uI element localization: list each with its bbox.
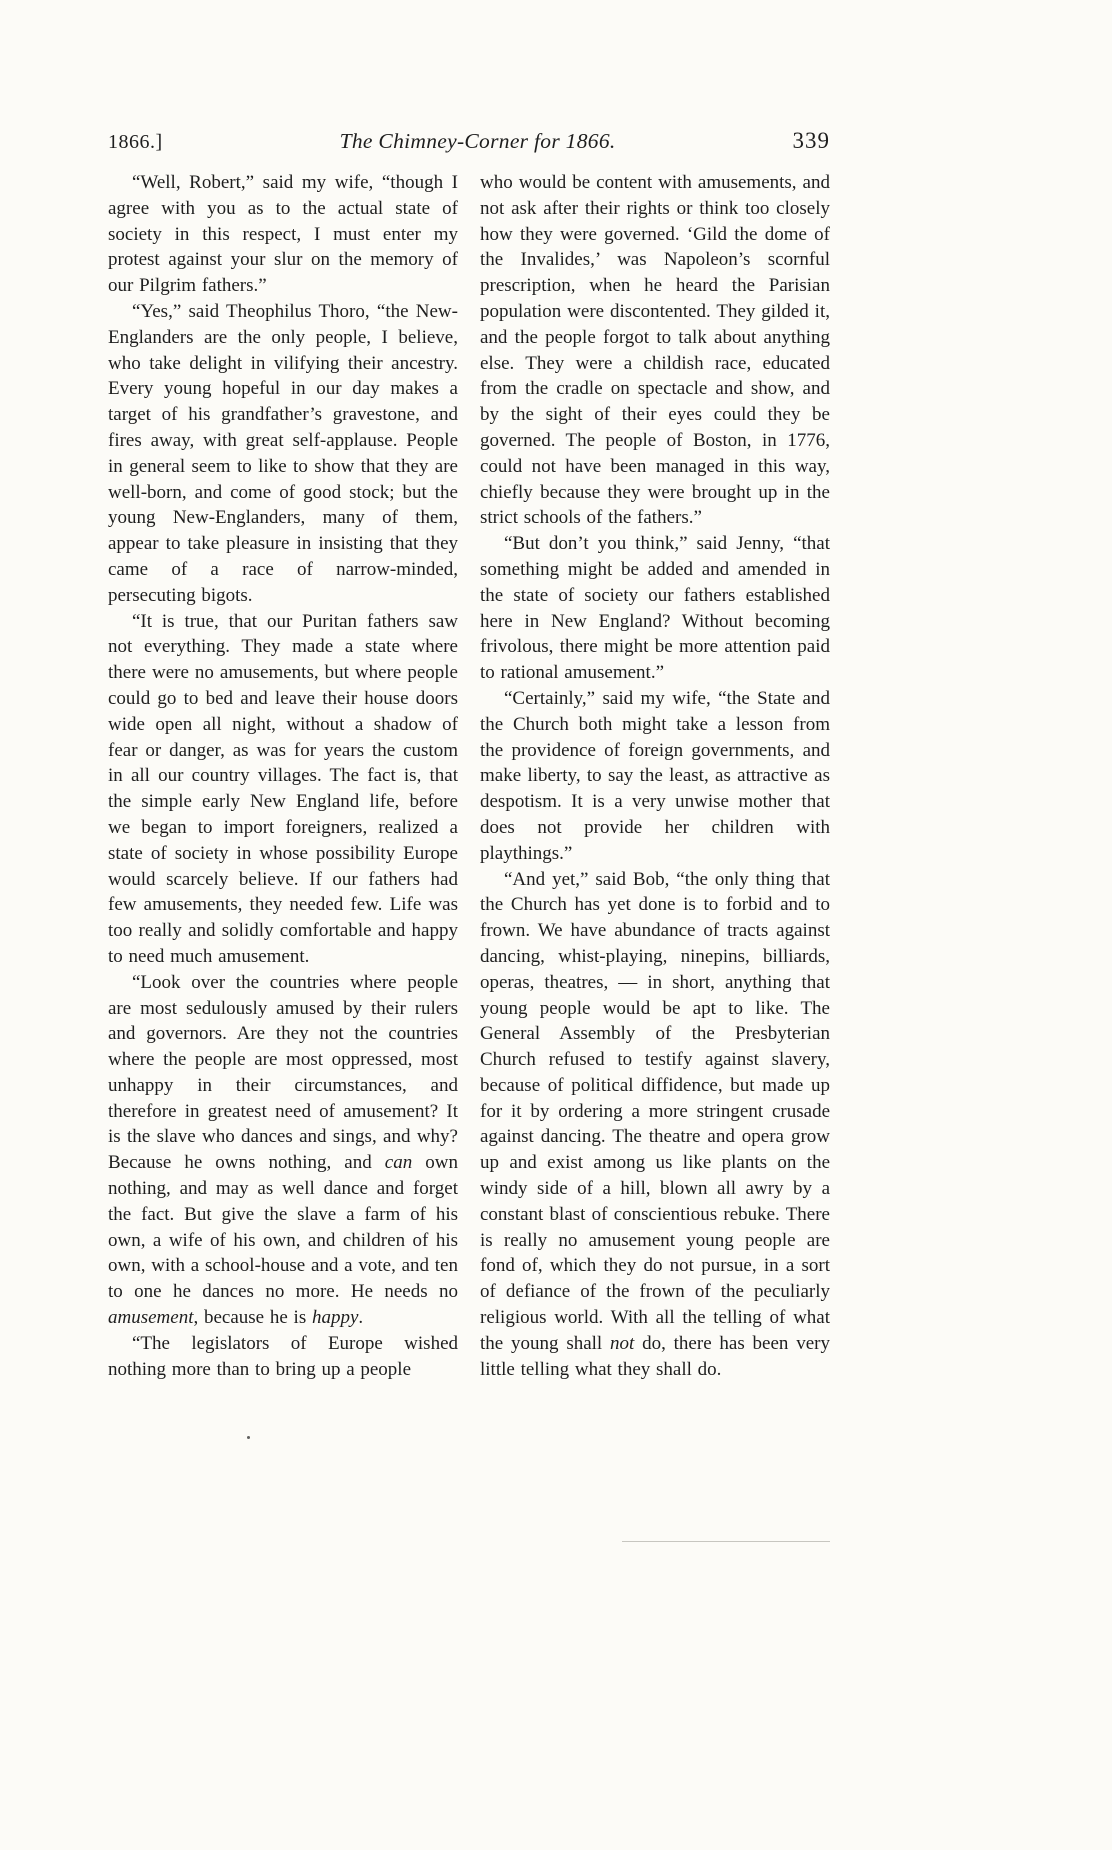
paragraph: “Certainly,” said my wife, “the State and the Church both might take a lesson from the providence of foreign governments, and make liberty, to say the least, as attractive as despotism. It is a very unwise mother that does not provide her children with playthings.” [480,687,830,864]
column-right [480,170,830,1382]
paragraph: “Well, Robert,” said my wife, “though I agree with you as to the actual state of society in this respect, I must enter my protest against your slur on the memory of our Pilgrim fathers.” [108,172,458,297]
paragraph: “Yes,” said Theophilus Thoro, “the New-Englanders are the only people, I believe, who take delight in vilifying their ancestry. Every young hopeful in our day makes a target of his grandfather’s gravestone, and fires away, with great self-applause. People in general seem to like to show that they are well-born, and come of good stock; but the young New-Englanders, many of them, appear to take pleasure in insisting that they came of a race of narrow-minded, persecuting bigots. [108,300,458,606]
running-title: The Chimney-Corner for 1866. [339,129,616,153]
paragraph: “Look over the countries where people are most sedulously amused by their rulers and governors. Are they not the countries where the people are most oppressed, most unhappy in their circumstances, and therefore in greatest need of amusement? It is the slave who dances and sings, and why? Because he owns nothing, and can own nothing, and may as well dance and forget the fact. But give the slave a farm of his own, a wife of his own, and children of his own, with a school-house and a vote, and ten to one he dances no more. He needs no amusement, because he is happy. [108,971,458,1329]
text-columns [108,170,830,1382]
scan-artifact-speck [247,1436,250,1439]
page-number: 339 [792,128,830,153]
paragraph: who would be content with amusements, and not ask after their rights or think too closely how they were governed. ‘Gild the dome of the Invalides,’ was Napoleon’s scornful prescription, when he heard the Parisian population were discontented. They gilded it, and the people forgot to talk about anything else. They were a childish race, educated from the cradle on spectacle and show, and by the sight of their eyes could they be governed. The people of Boston, in 1776, could not have been managed in this way, chiefly because they were brought up in the strict schools of the fathers.” [480,172,830,529]
column-left [108,170,458,1382]
page-header [108,128,830,154]
scan-artifact-line [622,1541,830,1542]
paragraph: “The legislators of Europe wished nothing more than to bring up a people [108,1332,458,1380]
paragraph: “It is true, that our Puritan fathers saw not everything. They made a state where there were no amusements, but where people could go to bed and leave their house doors wide open all night, without a shadow of fear or danger, as was for years the custom in all our country villages. The fact is, that the simple early New England life, before we began to import foreigners, realized a state of society in whose possibility Europe would scarcely believe. If our fathers had few amusements, they needed few. Life was too really and solidly comfortable and happy to need much amusement. [108,610,458,967]
paragraph: “And yet,” said Bob, “the only thing that the Church has yet done is to forbid and to frown. We have abundance of tracts against dancing, whist-playing, ninepins, billiards, operas, theatres, — in short, anything that young people would be apt to like. The General Assembly of the Presbyterian Church refused to testify against slavery, because of political diffidence, but made up for it by ordering a more stringent crusade against dancing. The theatre and opera grow up and exist among us like plants on the windy side of a hill, blown all awry by a constant blast of conscientious rebuke. There is really no amusement young people are fond of, which they do not pursue, in a sort of defiance of the frown of the peculiarly religious world. With all the telling of what the young shall not do, there has been very little telling what they shall do. [480,868,830,1380]
header-date: 1866.] [108,131,163,153]
paragraph: “But don’t you think,” said Jenny, “that something might be added and amended in the state of society our fathers established here in New England? Without becoming frivolous, there might be more attention paid to rational amusement.” [480,533,830,684]
